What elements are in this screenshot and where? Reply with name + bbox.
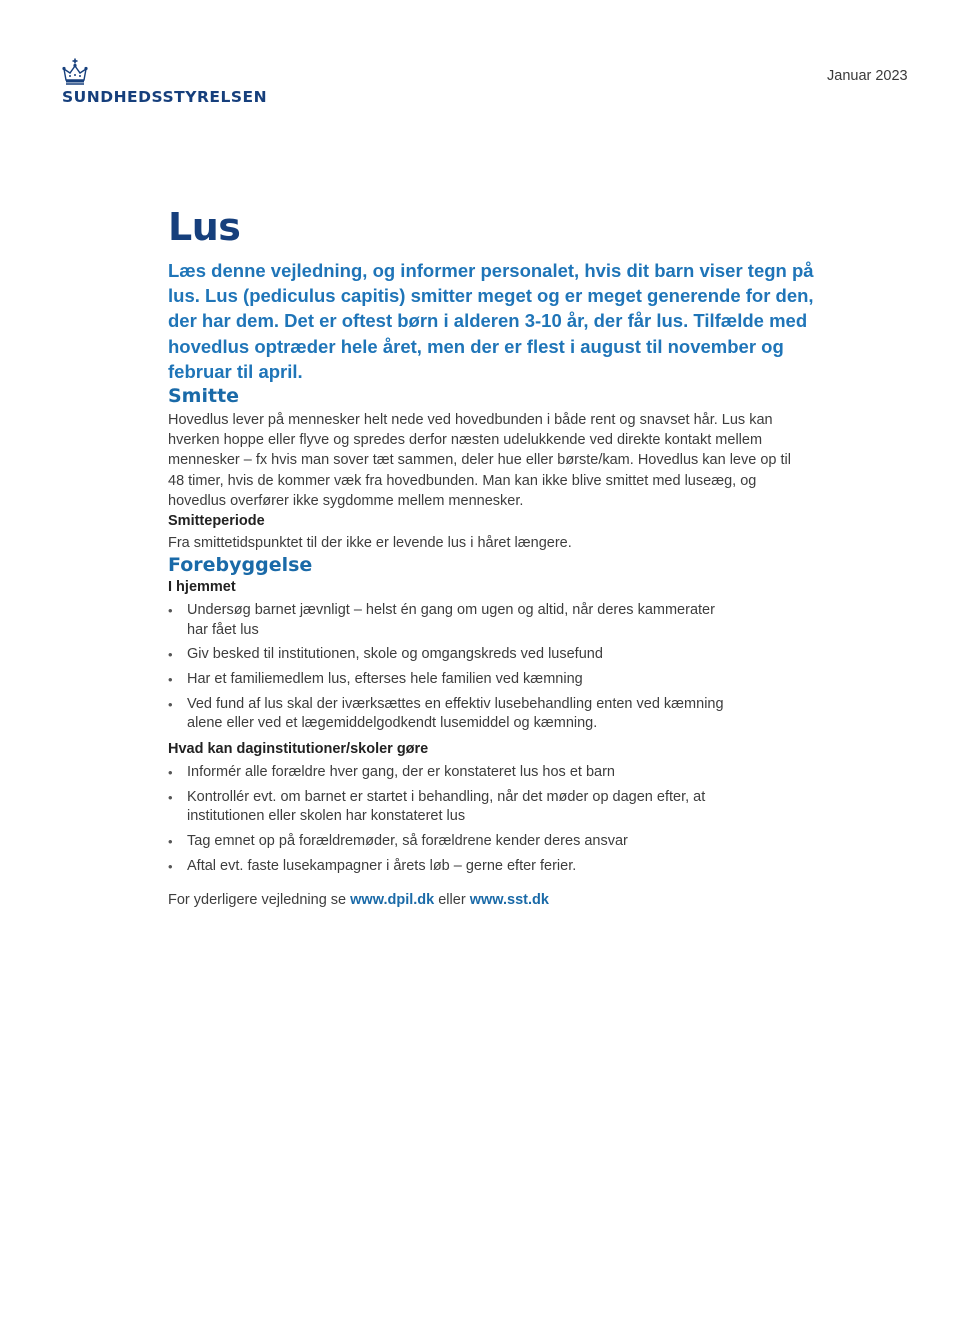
intro-paragraph: Læs denne vejledning, og informer personalet, hvis dit barn viser tegn på lus. Lus (pediculus capitis) smitter meget og er meget generende for den, der har dem. Det er oftest børn i alderen 3-10 år, der får lus. Tilfælde med hovedlus optræder hele året, men der er flest i august til november og februar til april. <box>168 260 814 382</box>
bullet-icon: • <box>168 697 173 713</box>
institution-list <box>168 763 728 876</box>
list-item-text: Ved fund af lus skal der iværksættes en effektiv lusebehandling enten ved kæmning alene eller ved et lægemiddelgodkendt lusemiddel og kæmning. <box>187 696 724 732</box>
list-item <box>168 763 728 782</box>
institution-heading: Hvad kan daginstitutioner/skoler gøre <box>168 741 429 758</box>
further-guidance-prefix: For yderligere vejledning se <box>168 892 351 909</box>
list-item-text: Informér alle forældre hver gang, der er konstateret lus hos et barn <box>187 764 615 781</box>
list-item-text: Aftal evt. faste lusekampagner i årets løb – gerne efter ferier. <box>187 858 577 875</box>
list-item-text: Giv besked til institutionen, skole og omgangskreds ved lusefund <box>187 646 603 663</box>
sst-link[interactable]: www.sst.dk <box>469 892 549 909</box>
document-date: Januar 2023 <box>827 68 908 84</box>
smitte-paragraph: Hovedlus lever på mennesker helt nede ved hovedbunden i både rent og snavset hår. Lus kan hverken hoppe eller flyve og spredes derfor næsten udelukkende ved direkte kontakt mellem mennesker – fx hvis man sover tæt sammen, deler hue eller børste/kam. Hovedlus kan leve op til 48 timer, hvis de kommer væk fra hovedbunden. Man kan ikke blive smittet med luseæg, og hovedlus overfører ikke sygdomme mellem mennesker. <box>168 412 791 509</box>
bullet-icon: • <box>168 790 173 806</box>
bullet-icon: • <box>168 765 173 781</box>
home-list <box>168 601 728 734</box>
smitte-heading: Smitte <box>168 385 240 408</box>
bullet-icon: • <box>168 647 173 663</box>
forebyggelse-heading: Forebyggelse <box>168 554 313 577</box>
list-item <box>168 857 728 876</box>
bullet-icon: • <box>168 672 173 688</box>
bullet-icon: • <box>168 834 173 850</box>
list-item-text: Tag emnet op på forældremøder, så forældrene kender deres ansvar <box>187 833 628 850</box>
list-item <box>168 601 728 640</box>
list-item <box>168 788 728 827</box>
document-body <box>168 200 828 925</box>
dpil-link[interactable]: www.dpil.dk <box>350 892 435 909</box>
home-heading: I hjemmet <box>168 579 236 596</box>
bullet-icon: • <box>168 603 173 619</box>
further-guidance <box>168 890 828 910</box>
list-item <box>168 670 728 689</box>
bullet-icon: • <box>168 859 173 875</box>
list-item <box>168 832 728 851</box>
crown-icon <box>62 58 88 88</box>
smitteperiode-paragraph: Fra smittetidspunktet til der ikke er levende lus i håret længere. <box>168 535 572 552</box>
list-item-text: Undersøg barnet jævnligt – helst én gang om ugen og altid, når deres kammerater har fået lus <box>187 602 715 638</box>
list-item <box>168 695 728 734</box>
page-title: Lus <box>168 205 241 249</box>
list-item-text: Kontrollér evt. om barnet er startet i behandling, når det møder op dagen efter, at institutionen eller skolen har konstateret lus <box>187 789 706 825</box>
further-guidance-middle: eller <box>434 892 470 909</box>
list-item-text: Har et familiemedlem lus, efterses hele familien ved kæmning <box>187 671 583 688</box>
list-item <box>168 645 728 664</box>
smitteperiode-heading: Smitteperiode <box>168 513 265 530</box>
brand-name: SUNDHEDSSTYRELSEN <box>62 88 268 106</box>
